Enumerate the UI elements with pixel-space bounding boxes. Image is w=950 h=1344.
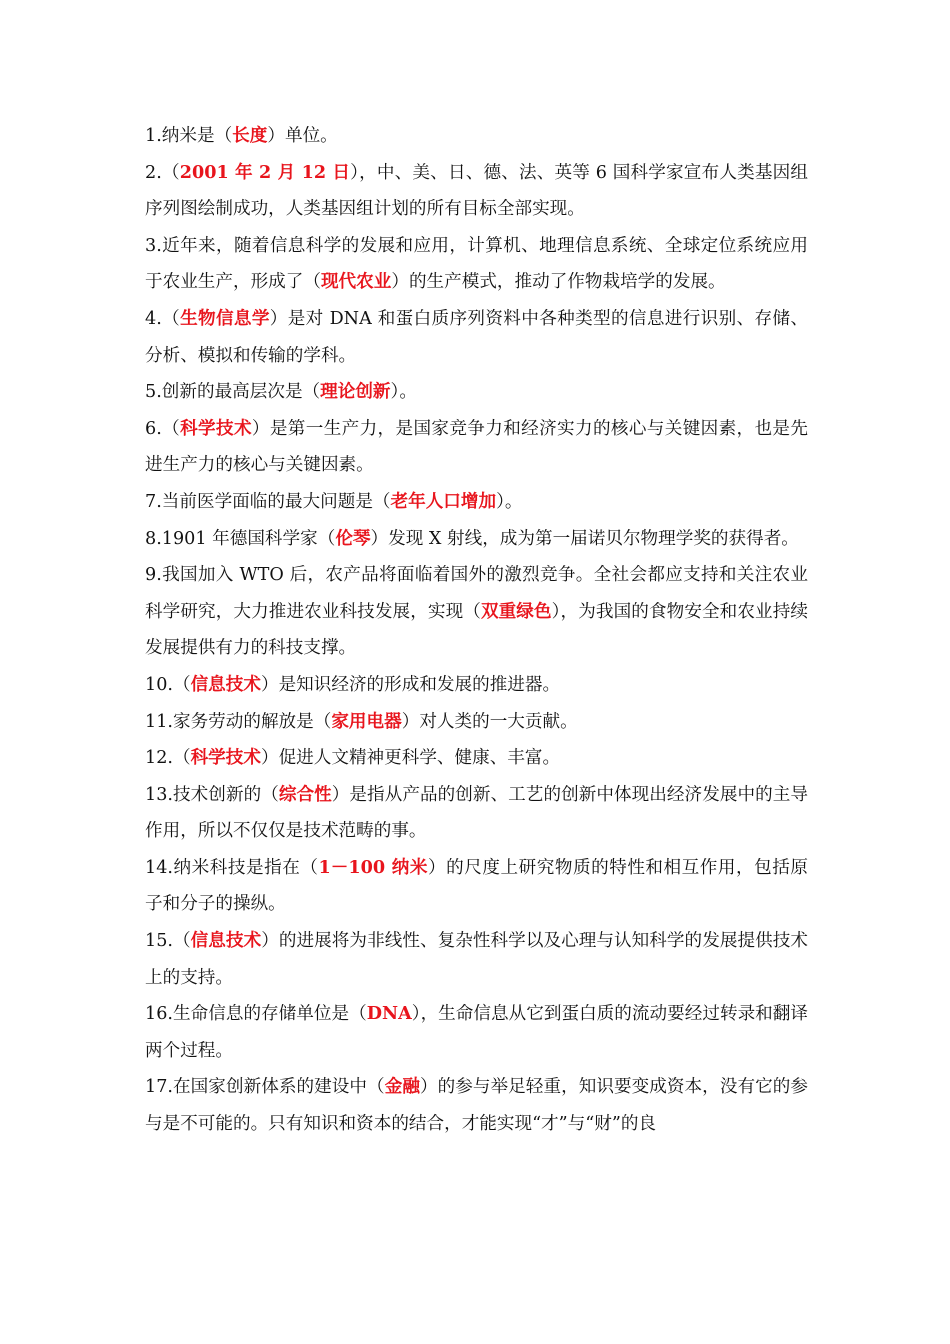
answer-text: 科学技术 xyxy=(180,417,252,439)
answer-text: 科学技术 xyxy=(190,747,261,769)
document-body xyxy=(145,118,808,1143)
question-13 xyxy=(145,777,808,850)
question-text: 15.（ xyxy=(145,931,191,952)
answer-text: 双重绿色 xyxy=(480,600,552,622)
question-text: ）的生产模式，推动了作物栽培学的发展。 xyxy=(391,272,726,293)
question-text: ）的参与举足轻重，知识要变成资本，没有它的参与是不可能的。只有知识和资本的结合，才能实现“才”与“财”的良 xyxy=(145,1077,808,1135)
answer-text: 现代农业 xyxy=(320,271,392,293)
answer-text: 理论创新 xyxy=(320,381,391,403)
question-9 xyxy=(145,557,808,667)
question-text: ）。 xyxy=(496,491,523,512)
question-text: ）是知识经济的形成和发展的推进器。 xyxy=(260,674,561,695)
question-10 xyxy=(145,667,808,704)
question-text: 12.（ xyxy=(145,748,191,769)
question-text: 3.近年来，随着信息科学的发展和应用，计算机、地理信息系统、全球定位系统应用于农业生产，形成了（ xyxy=(145,235,808,293)
question-text: 10.（ xyxy=(145,674,191,695)
question-text: 2.（ xyxy=(145,162,180,183)
question-text: 14.纳米科技是指在（ xyxy=(145,857,319,878)
question-text: ）促进人文精神更科学、健康、丰富。 xyxy=(260,748,561,769)
question-text: 11.家务劳动的解放是（ xyxy=(145,711,332,732)
question-15 xyxy=(145,923,808,996)
question-text: ）的进展将为非线性、复杂性科学以及心理与认知科学的发展提供技术上的支持。 xyxy=(145,931,808,988)
question-text: 5.创新的最高层次是（ xyxy=(145,382,321,403)
question-2 xyxy=(145,155,808,228)
question-14 xyxy=(145,850,808,923)
question-text: 8.1901 年德国科学家（ xyxy=(145,528,336,549)
question-text: ）发现 X 射线，成为第一届诺贝尔物理学奖的获得者。 xyxy=(370,528,799,549)
question-16 xyxy=(145,996,808,1069)
question-1 xyxy=(145,118,808,155)
answer-text: DNA xyxy=(366,1003,412,1025)
question-text: 9.我国加入 WTO 后，农产品将面临着国外的激烈竞争。全社会都应支持和关注农业科学研究，大力推进农业科技发展，实现（ xyxy=(145,565,808,622)
answer-text: 伦琴 xyxy=(335,527,371,549)
question-7 xyxy=(145,484,808,521)
answer-text: 老年人口增加 xyxy=(390,490,497,512)
question-text: 16.生命信息的存储单位是（ xyxy=(145,1004,367,1025)
question-8 xyxy=(145,521,808,558)
question-text: ）是第一生产力，是国家竞争力和经济实力的核心与关键因素，也是先进生产力的核心与关键因素。 xyxy=(145,418,808,476)
question-text: ），为我国的食物安全和农业持续发展提供有力的科技支撑。 xyxy=(145,601,808,659)
answer-text: 2001 年 2 月 12 日 xyxy=(179,161,351,183)
question-5 xyxy=(145,374,808,411)
question-17 xyxy=(145,1069,808,1142)
answer-text: 综合性 xyxy=(278,783,332,805)
answer-text: 金融 xyxy=(384,1076,420,1098)
question-text: ）。 xyxy=(390,382,417,403)
answer-text: 生物信息学 xyxy=(180,307,270,329)
question-text: ）的尺度上研究物质的特性和相互作用，包括原子和分子的操纵。 xyxy=(145,857,809,915)
answer-text: 1－100 纳米 xyxy=(318,856,428,878)
question-4 xyxy=(145,301,808,374)
answer-text: 信息技术 xyxy=(190,930,262,952)
question-text: ）单位。 xyxy=(267,126,338,146)
question-text: 13.技术创新的（ xyxy=(145,784,279,805)
question-text: 6.（ xyxy=(145,418,181,439)
question-text: ）对人类的一大贡献。 xyxy=(401,711,578,732)
question-text: ），生命信息从它到蛋白质的流动要经过转录和翻译两个过程。 xyxy=(145,1004,809,1061)
answer-text: 长度 xyxy=(232,125,268,146)
question-6 xyxy=(145,411,808,484)
question-text: ）是指从产品的创新、工艺的创新中体现出经济发展中的主导作用，所以不仅仅是技术范畴的事。 xyxy=(145,784,808,842)
question-text: 17.在国家创新体系的建设中（ xyxy=(145,1077,385,1098)
answer-text: 家用电器 xyxy=(331,710,402,732)
question-11 xyxy=(145,704,808,741)
question-text: ）是对 DNA 和蛋白质序列资料中各种类型的信息进行识别、存储、分析、模拟和传输的学科。 xyxy=(145,308,808,366)
question-3 xyxy=(145,228,808,301)
question-text: 7.当前医学面临的最大问题是（ xyxy=(145,491,391,512)
answer-text: 信息技术 xyxy=(190,673,261,695)
question-text: 1.纳米是（ xyxy=(145,126,233,146)
question-text: ），中、美、日、德、法、英等 6 国科学家宣布人类基因组序列图绘制成功，人类基因组计划的所有目标全部实现。 xyxy=(145,162,808,220)
question-12 xyxy=(145,740,808,777)
question-text: 4.（ xyxy=(145,308,181,329)
